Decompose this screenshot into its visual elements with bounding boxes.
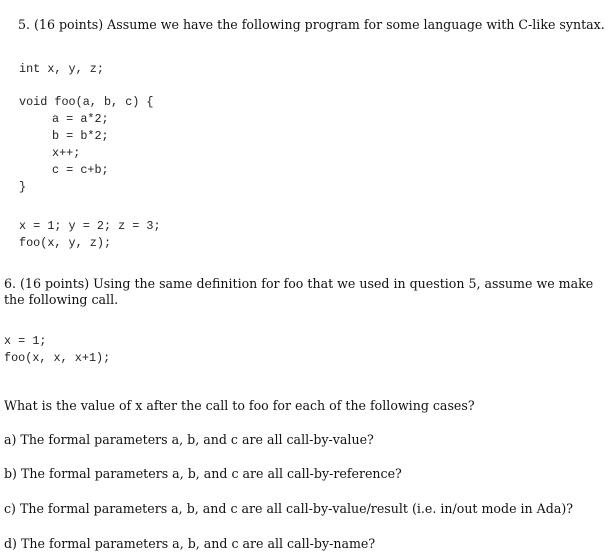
question-5-heading: 5. (16 points) Assume we have the following program for some language with C-like syntax. bbox=[18, 17, 605, 32]
case-a: a) The formal parameters a, b, and c are all call-by-value? bbox=[4, 432, 374, 447]
question-6-heading-line-1: 6. (16 points) Using the same definition for foo that we used in question 5, assume we make bbox=[4, 276, 594, 291]
code-line-call: foo(x, y, z); bbox=[19, 236, 112, 250]
code-line-closing-brace: } bbox=[19, 180, 27, 194]
case-b: b) The formal parameters a, b, and c are all call-by-reference? bbox=[4, 466, 402, 481]
code-line-foo-call: foo(x, x, x+1); bbox=[4, 351, 111, 365]
code-line-body-1: a = a*2; bbox=[52, 112, 109, 126]
code-line-body-2: b = b*2; bbox=[52, 129, 109, 143]
case-c: c) The formal parameters a, b, and c are all call-by-value/result (i.e. in/out mode in Ada)? bbox=[4, 501, 574, 516]
case-d: d) The formal parameters a, b, and c are all call-by-name? bbox=[4, 536, 376, 551]
code-line-declaration: int x, y, z; bbox=[19, 62, 104, 76]
question-6-prompt: What is the value of x after the call to foo for each of the following cases? bbox=[4, 398, 475, 413]
code-line-x-assignment: x = 1; bbox=[4, 334, 47, 348]
code-line-function-signature: void foo(a, b, c) { bbox=[19, 95, 154, 109]
code-line-body-4: c = c+b; bbox=[52, 163, 109, 177]
code-line-assignments: x = 1; y = 2; z = 3; bbox=[19, 219, 161, 233]
question-6-heading-line-2: the following call. bbox=[4, 292, 119, 307]
code-line-body-3: x++; bbox=[52, 146, 81, 160]
